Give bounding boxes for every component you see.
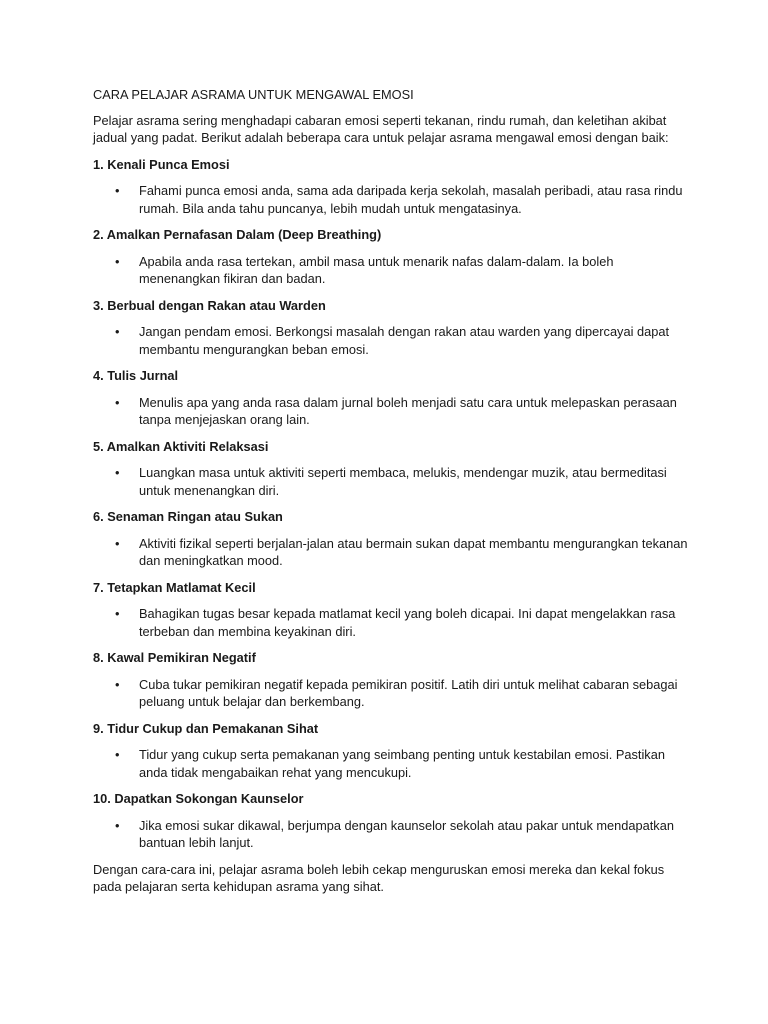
bullet-icon: • [115, 676, 120, 692]
bullet-item [93, 394, 693, 429]
bullet-item [93, 182, 693, 217]
section-heading: 1. Kenali Punca Emosi [93, 156, 230, 172]
section-4 [93, 367, 693, 429]
bullet-icon: • [115, 324, 120, 339]
bullet-icon: • [115, 394, 120, 410]
section-9 [93, 720, 693, 782]
section-heading: 2. Amalkan Pernafasan Dalam (Deep Breathing) [93, 227, 382, 242]
section-2 [93, 226, 693, 288]
section-8 [93, 649, 693, 711]
bullet-item [93, 323, 693, 358]
section-heading: 6. Senaman Ringan atau Sukan [93, 509, 283, 524]
section-heading: 4. Tulis Jurnal [93, 368, 179, 383]
bullet-text: Jangan pendam emosi. Berkongsi masalah dengan rakan atau warden yang dipercayai dapat membantu mengurangkan beban emosi. [139, 324, 669, 357]
bullet-text: Aktiviti fizikal seperti berjalan-jalan atau bermain sukan dapat membantu mengurangkan tekanan dan meningkatkan mood. [139, 535, 688, 568]
bullet-item [93, 746, 693, 781]
section-5 [93, 438, 693, 500]
document-page [93, 86, 693, 896]
bullet-item [93, 464, 693, 499]
bullet-text: Tidur yang cukup serta pemakanan yang seimbang penting untuk kestabilan emosi. Pastikan anda tidak mengabaikan rehat yang mencukupi. [139, 747, 665, 780]
bullet-icon: • [115, 465, 120, 480]
section-1 [93, 156, 693, 218]
bullet-text: Menulis apa yang anda rasa dalam jurnal boleh menjadi satu cara untuk melepaskan perasaan tanpa menjejaskan orang lain. [139, 394, 677, 427]
section-heading: 5. Amalkan Aktiviti Relaksasi [93, 438, 269, 454]
bullet-item [93, 253, 693, 288]
document-title: CARA PELAJAR ASRAMA UNTUK MENGAWAL EMOSI [93, 87, 414, 102]
section-heading: 10. Dapatkan Sokongan Kaunselor [93, 791, 304, 806]
bullet-item [93, 676, 693, 711]
section-heading: 8. Kawal Pemikiran Negatif [93, 650, 256, 665]
bullet-icon: • [115, 535, 120, 551]
bullet-text: Luangkan masa untuk aktiviti seperti membaca, melukis, mendengar muzik, atau bermeditasi untuk menenangkan diri. [139, 465, 667, 498]
section-3 [93, 297, 693, 359]
intro-paragraph: Pelajar asrama sering menghadapi cabaran emosi seperti tekanan, rindu rumah, dan keletihan akibat jadual yang padat. Berikut adalah beberapa cara untuk pelajar asrama mengawal emosi dengan baik: [93, 112, 669, 145]
section-heading: 3. Berbual dengan Rakan atau Warden [93, 297, 326, 313]
closing-paragraph: Dengan cara-cara ini, pelajar asrama boleh lebih cekap menguruskan emosi mereka dan kekal fokus pada pelajaran serta kehidupan asrama yang sihat. [93, 861, 665, 894]
bullet-item [93, 817, 693, 852]
bullet-icon: • [115, 747, 120, 762]
section-heading: 9. Tidur Cukup dan Pemakanan Sihat [93, 720, 319, 736]
bullet-text: Jika emosi sukar dikawal, berjumpa dengan kaunselor sekolah atau pakar untuk mendapatkan bantuan lebih lanjut. [139, 817, 674, 850]
bullet-text: Apabila anda rasa tertekan, ambil masa untuk menarik nafas dalam-dalam. Ia boleh menenangkan fikiran dan badan. [139, 253, 614, 286]
bullet-icon: • [115, 606, 120, 621]
bullet-item [93, 535, 693, 570]
bullet-item [93, 605, 693, 640]
section-6 [93, 508, 693, 570]
bullet-icon: • [115, 183, 120, 198]
section-heading: 7. Tetapkan Matlamat Kecil [93, 579, 256, 595]
bullet-icon: • [115, 253, 120, 269]
sections-list [93, 156, 693, 852]
bullet-text: Cuba tukar pemikiran negatif kepada pemikiran positif. Latih diri untuk melihat cabaran sebagai peluang untuk belajar dan berkembang. [139, 676, 678, 709]
bullet-text: Fahami punca emosi anda, sama ada daripada kerja sekolah, masalah peribadi, atau rasa rindu rumah. Bila anda tahu puncanya, lebih mudah untuk mengatasinya. [139, 183, 683, 216]
section-10 [93, 790, 693, 852]
section-7 [93, 579, 693, 641]
bullet-icon: • [115, 817, 120, 833]
bullet-text: Bahagikan tugas besar kepada matlamat kecil yang boleh dicapai. Ini dapat mengelakkan rasa terbeban dan membina keyakinan diri. [139, 606, 676, 639]
